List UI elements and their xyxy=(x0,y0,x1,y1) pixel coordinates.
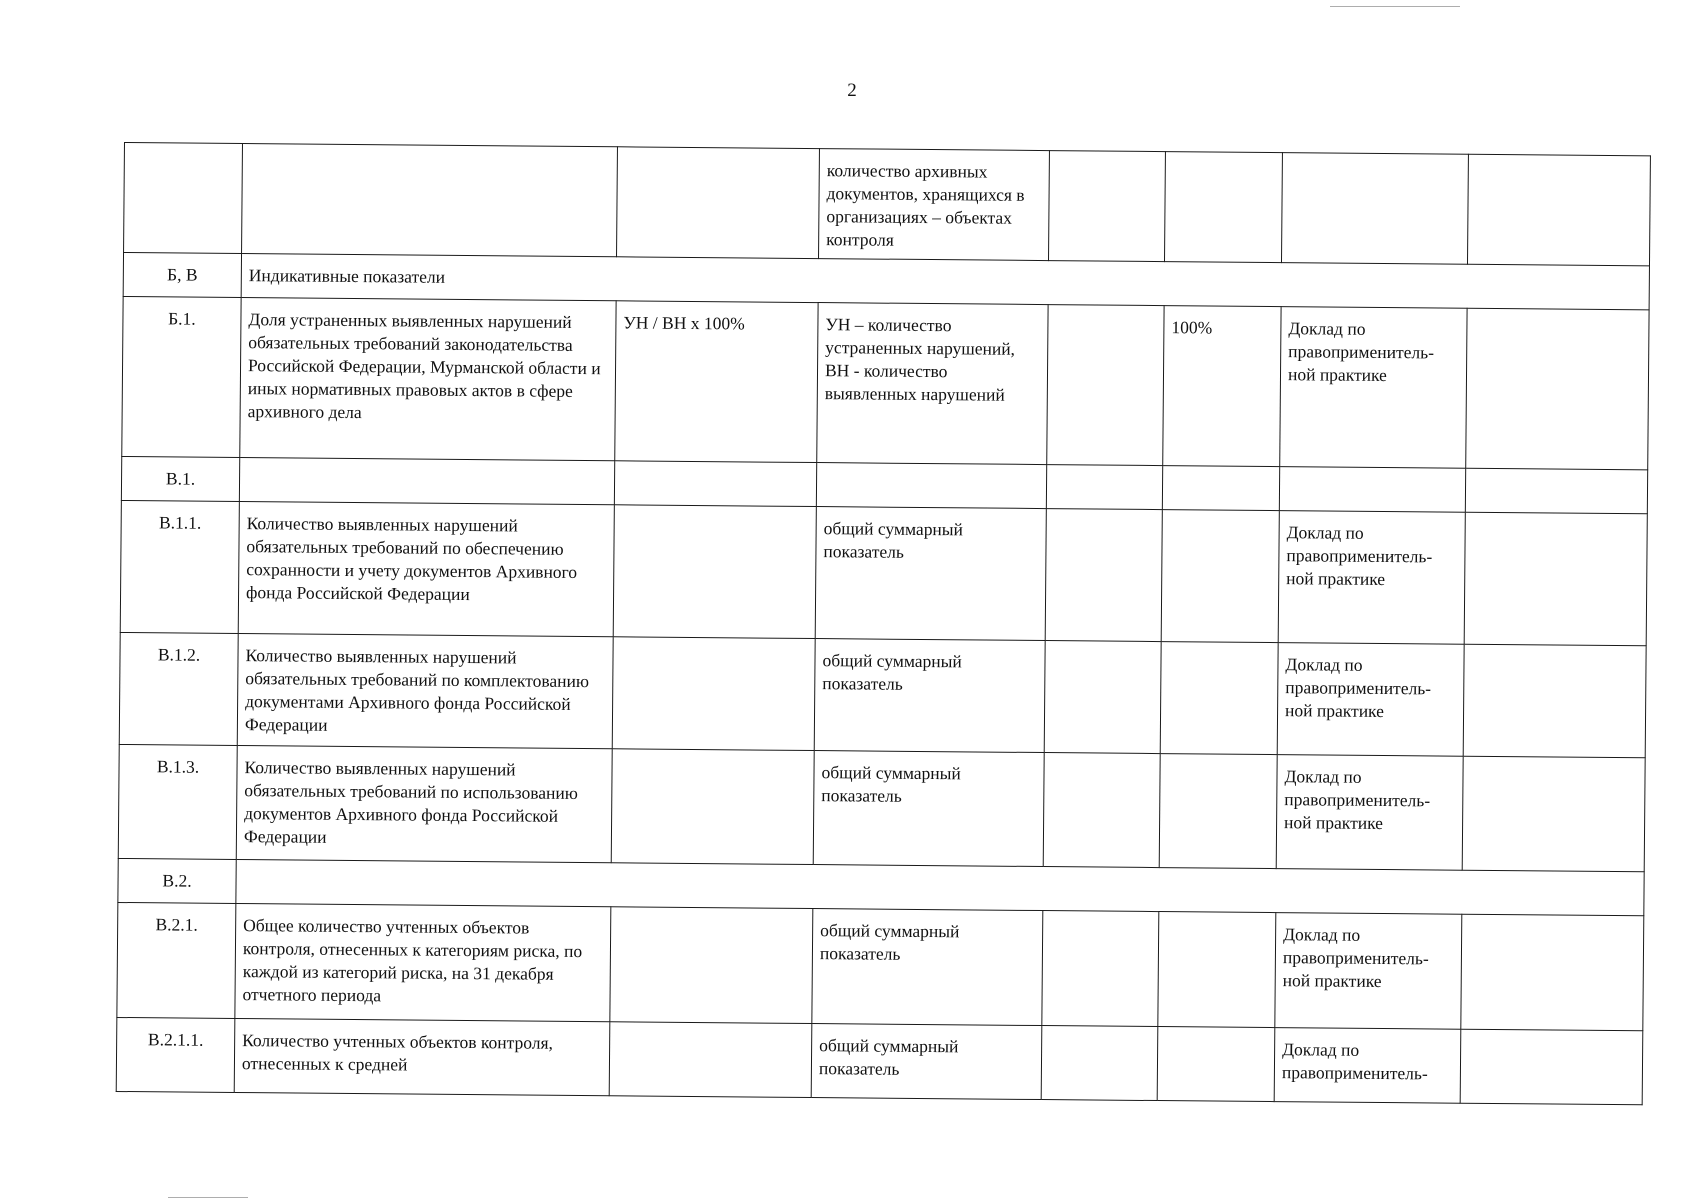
section-title: Индикативные показатели xyxy=(241,254,1649,310)
formula xyxy=(610,907,813,1024)
formula xyxy=(617,147,820,259)
empty-cell xyxy=(1462,756,1645,872)
formula-comment: УН – количество устраненных нарушений, ВН - количество выявленных нарушений xyxy=(817,303,1048,465)
empty-cell xyxy=(1044,641,1161,754)
row-code: Б.1. xyxy=(122,296,241,457)
empty-cell xyxy=(1049,151,1166,262)
data-source: Доклад по правоприменитель- xyxy=(1274,1028,1461,1104)
indicator-name: Количество выявленных нарушений обязательных требований по использованию документов Архивного фонда Российской Федерации xyxy=(236,746,612,863)
data-source: Доклад по правоприменитель-ной практике xyxy=(1275,913,1462,1030)
table-row xyxy=(117,902,1644,1030)
data-source: Доклад по правоприменитель-ной практике xyxy=(1276,755,1463,871)
formula xyxy=(612,637,815,751)
indicator-name: Количество выявленных нарушений обязательных требований по комплектованию документами Архивного фонда Российской Федерации xyxy=(237,634,613,749)
row-code: В.2.1. xyxy=(117,902,236,1018)
table-body xyxy=(116,143,1650,1105)
formula-comment: общий суммарный показатель xyxy=(814,639,1045,753)
empty-cell xyxy=(1046,465,1162,510)
scan-artifact xyxy=(1330,6,1460,7)
data-source xyxy=(1281,153,1468,265)
formula-comment: общий суммарный показатель xyxy=(813,751,1044,867)
formula-comment: общий суммарный показатель xyxy=(811,1024,1042,1100)
row-code xyxy=(124,143,243,254)
formula xyxy=(614,461,816,507)
formula xyxy=(609,1022,812,1098)
target-value xyxy=(1160,642,1278,755)
empty-cell xyxy=(1047,305,1164,466)
row-code: Б, В xyxy=(123,253,241,298)
data-source: Доклад по правоприменитель-ной практике xyxy=(1278,511,1465,645)
empty-cell xyxy=(1045,509,1162,642)
row-code: В.1. xyxy=(121,456,239,501)
data-source: Доклад по правоприменитель-ной практике xyxy=(1280,307,1467,469)
formula xyxy=(611,749,814,865)
table-row xyxy=(118,744,1645,871)
row-code: В.2.1.1. xyxy=(116,1017,235,1092)
table-row xyxy=(120,500,1647,645)
table-row xyxy=(124,143,1651,266)
empty-cell xyxy=(1461,914,1644,1031)
row-code: В.1.2. xyxy=(119,632,238,745)
target-value xyxy=(1159,754,1277,869)
target-value: 100% xyxy=(1163,306,1281,467)
data-source xyxy=(1279,467,1465,513)
indicators-table xyxy=(116,142,1651,1105)
table-row xyxy=(116,1017,1643,1104)
empty-cell xyxy=(1465,468,1647,514)
page-number: 2 xyxy=(847,80,857,101)
formula-comment: общий суммарный показатель xyxy=(815,507,1046,641)
table-row xyxy=(122,296,1649,469)
empty-cell xyxy=(1466,308,1649,470)
empty-cell xyxy=(1042,911,1159,1027)
indicator-name: Количество выявленных нарушений обязательных требований по обеспечению сохранности и учету документов Архивного фонда Российской Федерации xyxy=(238,502,614,637)
formula-comment: общий суммарный показатель xyxy=(812,909,1043,1026)
row-code: В.1.3. xyxy=(118,744,237,859)
scan-artifact xyxy=(168,1197,248,1198)
target-value xyxy=(1158,912,1276,1028)
formula-comment xyxy=(816,463,1046,509)
row-code: В.1.1. xyxy=(120,500,239,633)
indicator-name xyxy=(242,144,618,257)
formula: УН / ВН х 100% xyxy=(615,301,818,463)
formula-comment: количество архивных документов, хранящихся в организациях – объектах контроля xyxy=(819,149,1050,261)
target-value xyxy=(1161,510,1279,643)
formula xyxy=(613,505,816,639)
empty-cell xyxy=(1467,154,1650,266)
empty-cell xyxy=(1043,753,1160,868)
indicator-name xyxy=(239,458,614,505)
empty-cell xyxy=(1460,1029,1643,1105)
indicator-name: Количество учтенных объектов контроля, отнесенных к средней xyxy=(234,1019,610,1096)
target-value xyxy=(1157,1027,1275,1102)
data-source: Доклад по правоприменитель-ной практике xyxy=(1277,643,1464,757)
empty-cell xyxy=(1464,512,1647,646)
indicator-name: Общее количество учтенных объектов контроля, отнесенных к категориям риска, по каждой из категорий риска, на 31 декабря отчетного периода xyxy=(235,904,611,1022)
row-code: В.2. xyxy=(118,858,236,903)
target-value xyxy=(1162,466,1279,511)
empty-cell xyxy=(1463,644,1646,758)
target-value xyxy=(1164,152,1282,263)
indicator-name: Доля устраненных выявленных нарушений обязательных требований законодательства Российской Федерации, Мурманской области и иных нормативных правовых актов в сфере архивного дела xyxy=(240,298,616,461)
table-row xyxy=(119,632,1646,757)
empty-cell xyxy=(1041,1026,1158,1101)
